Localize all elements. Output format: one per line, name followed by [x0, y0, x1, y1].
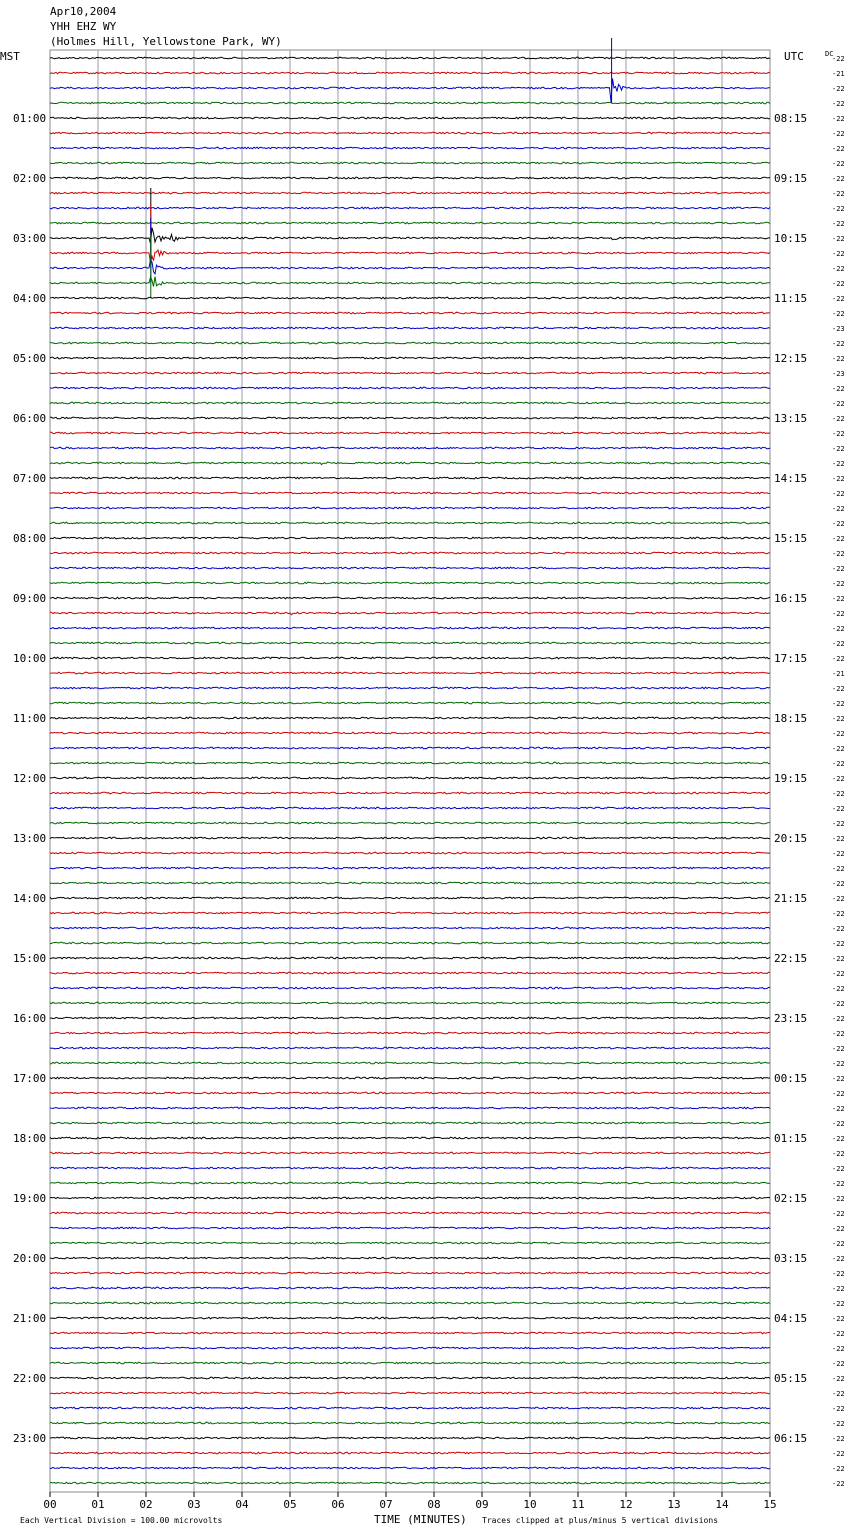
trace-row — [50, 492, 770, 494]
dc-offset-label: -22 — [832, 1420, 845, 1428]
dc-offset-label: -22 — [832, 955, 845, 963]
trace-row — [50, 1182, 770, 1184]
mst-hour-label: 13:00 — [13, 832, 47, 845]
mst-hour-label: 10:00 — [13, 652, 47, 665]
trace-row — [50, 57, 770, 59]
dc-offset-label: -22 — [832, 160, 845, 168]
dc-offset-label: -22 — [832, 1390, 845, 1398]
trace-row — [50, 117, 770, 119]
dc-offset-label: -22 — [832, 295, 845, 303]
dc-offset-label: -22 — [832, 730, 845, 738]
x-tick-labels — [43, 1492, 776, 1511]
trace-row — [50, 672, 770, 674]
dc-offset-label: -22 — [832, 1135, 845, 1143]
trace-row — [50, 1107, 770, 1109]
dc-offset-label: -22 — [832, 205, 845, 213]
trace-row — [50, 582, 770, 584]
mst-hour-label: 05:00 — [13, 352, 47, 365]
trace-row — [50, 312, 770, 314]
trace-row — [50, 1467, 770, 1469]
dc-offset-label: -22 — [832, 220, 845, 228]
mst-hour-label: 12:00 — [13, 772, 47, 785]
dc-offset-label: -22 — [832, 850, 845, 858]
x-tick-label: 03 — [187, 1498, 201, 1511]
dc-offset-label: -22 — [832, 700, 845, 708]
trace-row — [50, 597, 770, 599]
utc-hour-label: 22:15 — [774, 952, 808, 965]
dc-offset-label: -22 — [832, 130, 845, 138]
dc-offset-label: -22 — [832, 175, 845, 183]
trace-group — [50, 38, 770, 1484]
dc-offset-label: -22 — [832, 715, 845, 723]
trace-row — [50, 277, 770, 287]
dc-offset-label: -22 — [832, 1315, 845, 1323]
trace-row — [50, 327, 770, 329]
dc-offset-label: -22 — [832, 625, 845, 633]
trace-row — [50, 1302, 770, 1304]
trace-row — [50, 507, 770, 509]
trace-row — [50, 792, 770, 794]
trace-row — [50, 447, 770, 449]
trace-row — [50, 228, 770, 244]
dc-offset-labels — [832, 55, 845, 1488]
utc-hour-label: 10:15 — [774, 232, 808, 245]
x-tick-label: 08 — [427, 1498, 441, 1511]
dc-offset-label: -22 — [832, 610, 845, 618]
dc-offset-label: -22 — [832, 1300, 845, 1308]
trace-row — [50, 1077, 770, 1079]
dc-offset-label: -22 — [832, 925, 845, 933]
header-station: YHH EHZ WY — [50, 20, 117, 33]
dc-offset-label: -22 — [832, 760, 845, 768]
dc-offset-label: -22 — [832, 445, 845, 453]
utc-hour-label: 09:15 — [774, 172, 808, 185]
dc-offset-label: -22 — [832, 190, 845, 198]
dc-offset-label: -22 — [832, 910, 845, 918]
utc-hour-label: 11:15 — [774, 292, 808, 305]
utc-hour-label: 08:15 — [774, 112, 808, 125]
dc-offset-label: -22 — [832, 1000, 845, 1008]
dc-offset-label: -22 — [832, 385, 845, 393]
mst-hour-label: 21:00 — [13, 1312, 47, 1325]
dc-offset-label: -22 — [832, 1180, 845, 1188]
trace-row — [50, 372, 770, 374]
dc-offset-label: -22 — [832, 490, 845, 498]
trace-row — [50, 537, 770, 539]
dc-offset-label: -22 — [832, 805, 845, 813]
dc-offset-label: -22 — [832, 505, 845, 513]
dc-offset-label: -22 — [832, 985, 845, 993]
dc-offset-label: -22 — [832, 820, 845, 828]
dc-offset-label: -22 — [832, 745, 845, 753]
dc-offset-label: -22 — [832, 655, 845, 663]
trace-row — [50, 1017, 770, 1019]
trace-row — [50, 1257, 770, 1259]
trace-row — [50, 942, 770, 944]
trace-row — [50, 177, 770, 179]
trace-row — [50, 747, 770, 749]
dc-offset-label: -23 — [832, 325, 845, 333]
dc-offset-label: -22 — [832, 1480, 845, 1488]
dc-offset-label: -22 — [832, 430, 845, 438]
dc-offset-label: -22 — [832, 595, 845, 603]
header-location: (Holmes Hill, Yellowstone Park, WY) — [50, 35, 282, 48]
trace-row — [50, 1122, 770, 1124]
trace-row — [50, 79, 770, 103]
trace-row — [50, 687, 770, 689]
trace-row — [50, 1092, 770, 1094]
dc-offset-label: -22 — [832, 1075, 845, 1083]
dc-offset-label: -22 — [832, 280, 845, 288]
trace-row — [50, 1437, 770, 1439]
mst-hour-label: 20:00 — [13, 1252, 47, 1265]
mst-hour-label: 09:00 — [13, 592, 47, 605]
trace-row — [50, 260, 770, 274]
dc-offset-label: -22 — [832, 1060, 845, 1068]
trace-row — [50, 642, 770, 644]
x-axis-title: TIME (MINUTES) — [374, 1513, 467, 1526]
dc-offset-label: -22 — [832, 310, 845, 318]
dc-offset-label: -22 — [832, 1375, 845, 1383]
trace-row — [50, 912, 770, 914]
trace-row — [50, 1362, 770, 1364]
trace-row — [50, 1212, 770, 1214]
trace-row — [50, 972, 770, 974]
dc-offset-label: -22 — [832, 970, 845, 978]
trace-row — [50, 207, 770, 209]
utc-hour-label: 01:15 — [774, 1132, 808, 1145]
x-tick-label: 10 — [523, 1498, 537, 1511]
utc-hour-label: 23:15 — [774, 1012, 808, 1025]
trace-row — [50, 1407, 770, 1409]
trace-row — [50, 297, 770, 299]
utc-hour-label: 02:15 — [774, 1192, 808, 1205]
dc-offset-label: -22 — [832, 775, 845, 783]
mst-hour-label: 14:00 — [13, 892, 47, 905]
trace-row — [50, 702, 770, 704]
dc-offset-label: -22 — [832, 580, 845, 588]
trace-row — [50, 432, 770, 434]
trace-row — [50, 72, 770, 74]
dc-offset-label: -22 — [832, 640, 845, 648]
utc-hour-label: 20:15 — [774, 832, 808, 845]
trace-row — [50, 657, 770, 659]
dc-offset-label: -22 — [832, 1450, 845, 1458]
utc-hour-label: 03:15 — [774, 1252, 808, 1265]
trace-row — [50, 1002, 770, 1004]
dc-offset-label: -22 — [832, 265, 845, 273]
trace-row — [50, 1062, 770, 1064]
trace-row — [50, 357, 770, 359]
trace-row — [50, 462, 770, 465]
utc-hour-label: 19:15 — [774, 772, 808, 785]
dc-offset-label: -22 — [832, 475, 845, 483]
trace-row — [50, 132, 770, 134]
trace-row — [50, 837, 770, 839]
dc-offset-label: -22 — [832, 1015, 845, 1023]
utc-hour-label: 17:15 — [774, 652, 808, 665]
mst-hour-label: 17:00 — [13, 1072, 47, 1085]
trace-row — [50, 402, 770, 404]
dc-offset-label: -22 — [832, 1270, 845, 1278]
trace-row — [50, 147, 770, 149]
dc-offset-label: -22 — [832, 790, 845, 798]
right-axis-title: UTC — [784, 50, 804, 63]
dc-offset-label: -22 — [832, 1285, 845, 1293]
trace-row — [50, 987, 770, 989]
x-tick-label: 02 — [139, 1498, 153, 1511]
corner-label: DC — [825, 50, 834, 58]
dc-offset-label: -22 — [832, 1360, 845, 1368]
mst-hour-label: 02:00 — [13, 172, 47, 185]
utc-hour-label: 21:15 — [774, 892, 808, 905]
dc-offset-label: -22 — [832, 940, 845, 948]
trace-row — [50, 762, 770, 764]
x-tick-label: 05 — [283, 1498, 297, 1511]
trace-row — [50, 1047, 770, 1049]
trace-row — [50, 192, 770, 194]
dc-offset-label: -22 — [832, 1345, 845, 1353]
trace-row — [50, 852, 770, 854]
dc-offset-label: -22 — [832, 685, 845, 693]
trace-row — [50, 1377, 770, 1379]
utc-hour-label: 00:15 — [774, 1072, 808, 1085]
trace-row — [50, 1032, 770, 1034]
dc-offset-label: -23 — [832, 370, 845, 378]
utc-hour-label: 18:15 — [774, 712, 808, 725]
x-tick-label: 00 — [43, 1498, 57, 1511]
x-tick-label: 14 — [715, 1498, 729, 1511]
dc-offset-label: -22 — [832, 1030, 845, 1038]
x-tick-label: 09 — [475, 1498, 489, 1511]
dc-offset-label: -22 — [832, 1240, 845, 1248]
utc-hour-label: 06:15 — [774, 1432, 808, 1445]
dc-offset-label: -22 — [832, 145, 845, 153]
dc-offset-label: -22 — [832, 1465, 845, 1473]
x-tick-label: 07 — [379, 1498, 393, 1511]
trace-row — [50, 1197, 770, 1199]
trace-row — [50, 1392, 770, 1394]
trace-row — [50, 1137, 770, 1139]
trace-row — [50, 1482, 770, 1484]
trace-row — [50, 1167, 770, 1169]
mst-hour-label: 19:00 — [13, 1192, 47, 1205]
dc-offset-label: -22 — [832, 115, 845, 123]
x-tick-label: 04 — [235, 1498, 249, 1511]
mst-hour-label: 18:00 — [13, 1132, 47, 1145]
dc-offset-label: -22 — [832, 1090, 845, 1098]
dc-offset-label: -22 — [832, 1255, 845, 1263]
trace-row — [50, 777, 770, 779]
trace-row — [50, 807, 770, 809]
trace-row — [50, 552, 770, 554]
dc-offset-label: -22 — [832, 355, 845, 363]
mst-hour-label: 23:00 — [13, 1432, 47, 1445]
dc-offset-label: -22 — [832, 55, 845, 63]
trace-row — [50, 1332, 770, 1334]
dc-offset-label: -22 — [832, 85, 845, 93]
trace-row — [50, 1422, 770, 1424]
dc-offset-label: -22 — [832, 1105, 845, 1113]
dc-offset-label: -22 — [832, 460, 845, 468]
header-date: Apr10,2004 — [50, 5, 117, 18]
mst-hour-label: 07:00 — [13, 472, 47, 485]
dc-offset-label: -22 — [832, 400, 845, 408]
dc-offset-label: -22 — [832, 565, 845, 573]
trace-row — [50, 162, 770, 164]
dc-offset-label: -22 — [832, 550, 845, 558]
trace-row — [50, 882, 770, 884]
dc-offset-label: -22 — [832, 100, 845, 108]
dc-offset-label: -22 — [832, 1120, 845, 1128]
dc-offset-label: -22 — [832, 235, 845, 243]
dc-offset-label: -22 — [832, 1195, 845, 1203]
dc-offset-label: -22 — [832, 835, 845, 843]
x-tick-label: 11 — [571, 1498, 585, 1511]
dc-offset-label: -22 — [832, 1435, 845, 1443]
trace-row — [50, 1152, 770, 1154]
mst-hour-label: 06:00 — [13, 412, 47, 425]
dc-offset-label: -22 — [832, 1210, 845, 1218]
mst-hour-label: 08:00 — [13, 532, 47, 545]
trace-row — [50, 897, 770, 899]
clip-note: Traces clipped at plus/minus 5 vertical divisions — [482, 1516, 719, 1525]
trace-row — [50, 927, 770, 929]
trace-row — [50, 1452, 770, 1454]
mst-hour-label: 04:00 — [13, 292, 47, 305]
x-tick-label: 13 — [667, 1498, 681, 1511]
dc-offset-label: -22 — [832, 250, 845, 258]
dc-offset-label: -22 — [832, 340, 845, 348]
utc-hour-label: 16:15 — [774, 592, 808, 605]
utc-hour-label: 04:15 — [774, 1312, 808, 1325]
x-tick-label: 06 — [331, 1498, 345, 1511]
utc-hour-label: 05:15 — [774, 1372, 808, 1385]
mst-hour-label: 11:00 — [13, 712, 47, 725]
dc-offset-label: -22 — [832, 865, 845, 873]
trace-row — [50, 957, 770, 959]
mst-hour-label: 15:00 — [13, 952, 47, 965]
trace-row — [50, 417, 770, 419]
trace-row — [50, 732, 770, 734]
trace-row — [50, 867, 770, 869]
mst-hour-label: 16:00 — [13, 1012, 47, 1025]
utc-hour-label: 12:15 — [774, 352, 808, 365]
trace-row — [50, 717, 770, 719]
trace-row — [50, 567, 770, 569]
utc-hour-label: 14:15 — [774, 472, 808, 485]
dc-offset-label: -22 — [832, 1150, 845, 1158]
dc-offset-label: -21 — [832, 70, 845, 78]
trace-row — [50, 477, 770, 479]
left-axis-title: MST — [0, 50, 20, 63]
trace-row — [50, 1272, 770, 1274]
dc-offset-label: -22 — [832, 1330, 845, 1338]
scale-note: Each Vertical Division = 100.00 microvolts — [20, 1516, 223, 1525]
dc-offset-label: -22 — [832, 520, 845, 528]
dc-offset-label: -22 — [832, 535, 845, 543]
dc-offset-label: -22 — [832, 880, 845, 888]
trace-row — [50, 342, 770, 344]
dc-offset-label: -22 — [832, 1045, 845, 1053]
mst-hour-label: 03:00 — [13, 232, 47, 245]
trace-row — [50, 222, 770, 224]
dc-offset-label: -22 — [832, 1405, 845, 1413]
x-tick-label: 15 — [763, 1498, 777, 1511]
trace-row — [50, 822, 770, 824]
trace-row — [50, 1347, 770, 1349]
trace-row — [50, 1227, 770, 1229]
utc-hour-label: 15:15 — [774, 532, 808, 545]
trace-row — [50, 387, 770, 389]
trace-row — [50, 1287, 770, 1289]
dc-offset-label: -22 — [832, 1225, 845, 1233]
dc-offset-label: -21 — [832, 670, 845, 678]
trace-row — [50, 627, 770, 629]
dc-offset-label: -22 — [832, 895, 845, 903]
dc-offset-label: -22 — [832, 1165, 845, 1173]
trace-row — [50, 612, 770, 615]
mst-hour-label: 01:00 — [13, 112, 47, 125]
x-tick-label: 12 — [619, 1498, 633, 1511]
dc-offset-label: -22 — [832, 415, 845, 423]
x-tick-label: 01 — [91, 1498, 105, 1511]
trace-row — [50, 250, 770, 263]
trace-row — [50, 1242, 770, 1244]
utc-hour-label: 13:15 — [774, 412, 808, 425]
trace-row — [50, 102, 770, 104]
trace-row — [50, 522, 770, 524]
trace-row — [50, 1317, 770, 1319]
mst-hour-label: 22:00 — [13, 1372, 47, 1385]
